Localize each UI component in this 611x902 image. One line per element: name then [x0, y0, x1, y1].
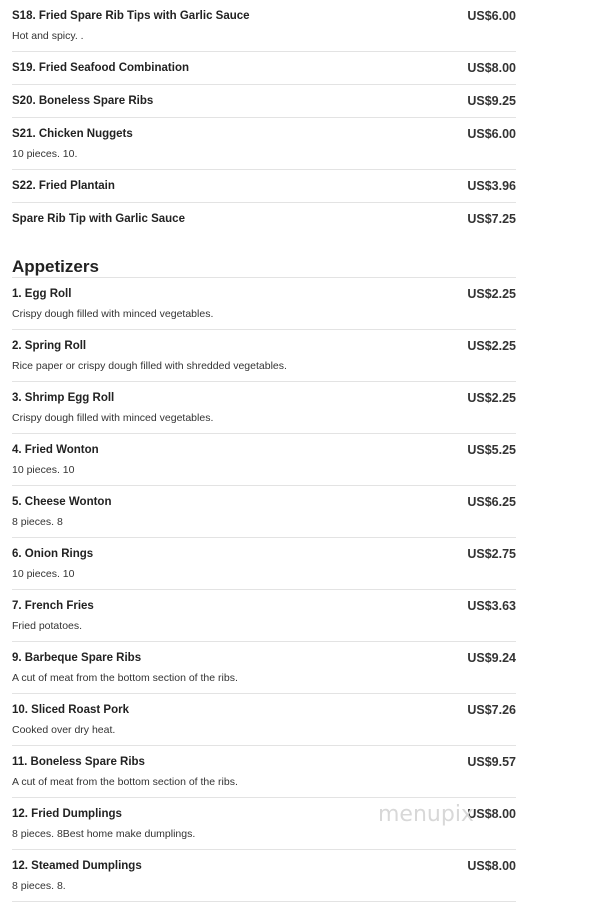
- menu-item[interactable]: [12, 486, 516, 538]
- item-name: 7. French Fries: [12, 600, 94, 612]
- item-name: 5. Cheese Wonton: [12, 496, 112, 508]
- item-price: US$2.25: [467, 287, 516, 301]
- item-price: US$6.00: [467, 127, 516, 141]
- item-price: US$2.25: [467, 391, 516, 405]
- item-name: S22. Fried Plantain: [12, 180, 115, 192]
- item-name: 10. Sliced Roast Pork: [12, 704, 129, 716]
- menu-item[interactable]: [12, 52, 516, 85]
- watermark-logo: menupix: [378, 802, 474, 827]
- item-name: 12. Fried Dumplings: [12, 808, 122, 820]
- item-price: US$2.75: [467, 547, 516, 561]
- item-description: 10 pieces. 10: [12, 568, 75, 580]
- item-price: US$6.25: [467, 495, 516, 509]
- item-description: Crispy dough filled with minced vegetables.: [12, 412, 214, 424]
- item-description: 8 pieces. 8: [12, 516, 63, 528]
- item-price: US$5.25: [467, 443, 516, 457]
- item-description: Crispy dough filled with minced vegetables.: [12, 308, 214, 320]
- item-price: US$7.26: [467, 703, 516, 717]
- menu-list: [12, 0, 516, 902]
- menu-item[interactable]: [12, 538, 516, 590]
- menu-item[interactable]: [12, 118, 516, 170]
- item-description: 10 pieces. 10: [12, 464, 75, 476]
- menu-item[interactable]: [12, 434, 516, 486]
- item-description: 8 pieces. 8Best home make dumplings.: [12, 828, 196, 840]
- item-description: 10 pieces. 10.: [12, 148, 78, 160]
- item-name: 3. Shrimp Egg Roll: [12, 392, 115, 404]
- menu-item[interactable]: [12, 694, 516, 746]
- item-name: S20. Boneless Spare Ribs: [12, 95, 154, 107]
- item-description: A cut of meat from the bottom section of the ribs.: [12, 776, 238, 788]
- item-name: S19. Fried Seafood Combination: [12, 62, 189, 74]
- item-description: Rice paper or crispy dough filled with shredded vegetables.: [12, 360, 287, 372]
- item-price: US$2.25: [467, 339, 516, 353]
- menu-item[interactable]: [12, 203, 516, 235]
- item-price: US$3.63: [467, 599, 516, 613]
- item-price: US$9.25: [467, 94, 516, 108]
- item-name: 11. Boneless Spare Ribs: [12, 756, 145, 768]
- item-price: US$9.24: [467, 651, 516, 665]
- item-description: A cut of meat from the bottom section of the ribs.: [12, 672, 238, 684]
- item-name: 12. Steamed Dumplings: [12, 860, 142, 872]
- item-description: Cooked over dry heat.: [12, 724, 116, 736]
- menu-item[interactable]: [12, 850, 516, 902]
- item-description: Hot and spicy. .: [12, 30, 84, 42]
- section-title: Appetizers: [12, 257, 99, 276]
- item-name: S18. Fried Spare Rib Tips with Garlic Sauce: [12, 10, 250, 22]
- menu-item[interactable]: [12, 382, 516, 434]
- menu-item[interactable]: [12, 0, 516, 52]
- item-price: US$6.00: [467, 9, 516, 23]
- item-price: US$8.00: [467, 807, 516, 821]
- item-price: US$7.25: [467, 212, 516, 226]
- item-price: US$8.00: [467, 61, 516, 75]
- menu-item[interactable]: [12, 170, 516, 203]
- menu-item[interactable]: [12, 85, 516, 118]
- item-price: US$9.57: [467, 755, 516, 769]
- item-name: 4. Fried Wonton: [12, 444, 99, 456]
- menu-item[interactable]: [12, 590, 516, 642]
- item-name: 1. Egg Roll: [12, 288, 72, 300]
- item-name: 9. Barbeque Spare Ribs: [12, 652, 142, 664]
- item-price: US$3.96: [467, 179, 516, 193]
- menu-item[interactable]: [12, 278, 516, 330]
- section-header: [12, 235, 516, 278]
- item-description: 8 pieces. 8.: [12, 880, 66, 892]
- item-name: Spare Rib Tip with Garlic Sauce: [12, 213, 185, 225]
- menu-item[interactable]: [12, 642, 516, 694]
- item-name: 6. Onion Rings: [12, 548, 94, 560]
- item-name: S21. Chicken Nuggets: [12, 128, 133, 140]
- item-price: US$8.00: [467, 859, 516, 873]
- item-name: 2. Spring Roll: [12, 340, 87, 352]
- menu-item[interactable]: [12, 330, 516, 382]
- item-description: Fried potatoes.: [12, 620, 83, 632]
- menu-item[interactable]: [12, 746, 516, 798]
